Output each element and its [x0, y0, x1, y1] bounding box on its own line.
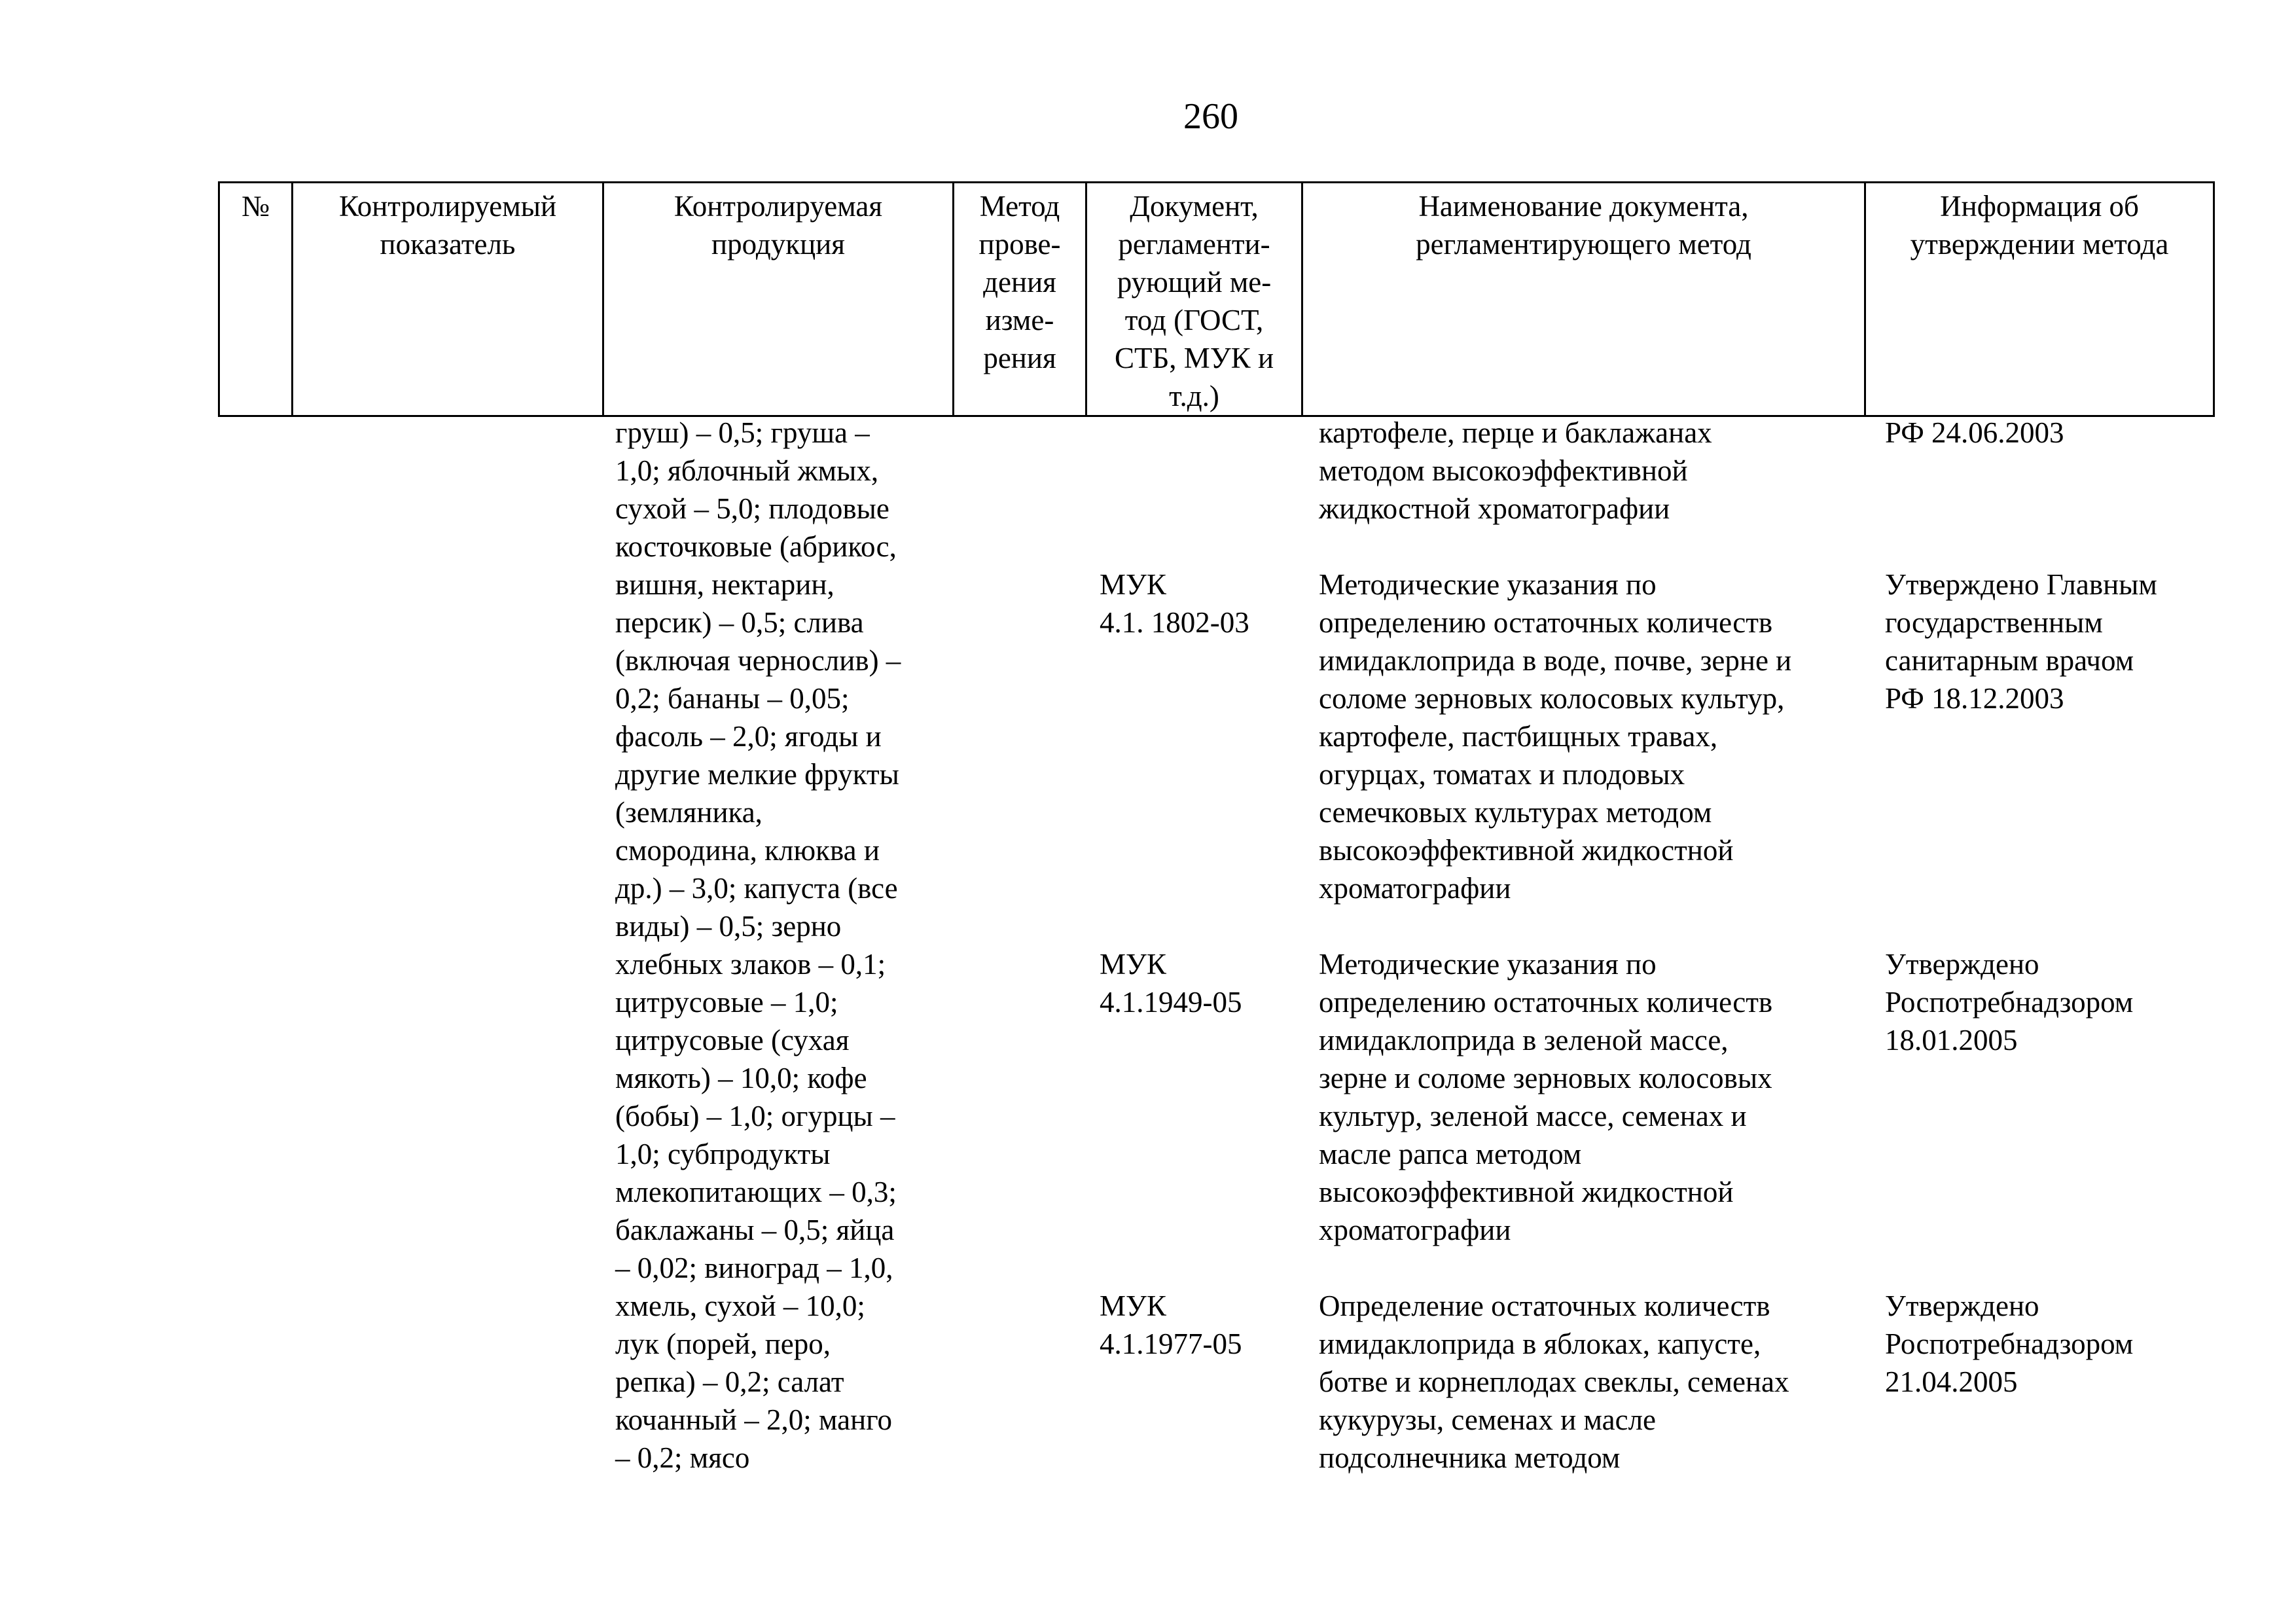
text-line: методом высокоэффективной [1319, 454, 1688, 487]
text-line: продукция [711, 228, 845, 261]
text-line: 1,0; яблочный жмых, [615, 454, 879, 487]
text-line: – 0,02; виноград – 1,0, [615, 1252, 893, 1284]
text-line: определению остаточных количеств [1319, 606, 1773, 639]
text-line: мякоть) – 10,0; кофе [615, 1062, 867, 1094]
text-line: СТБ, МУК и [1114, 342, 1274, 374]
text-line: 1,0; субпродукты [615, 1138, 831, 1170]
text-line: Методические указания по [1319, 948, 1657, 981]
text-line: Наименование документа, [1418, 190, 1749, 223]
text-line: Метод [979, 190, 1060, 223]
text-line: РФ 24.06.2003 [1885, 416, 2064, 449]
text-line: Роспотребнадзором [1885, 1327, 2134, 1360]
text-line: подсолнечника методом [1319, 1441, 1621, 1474]
text-line: кочанный – 2,0; манго [615, 1403, 893, 1436]
table-header [218, 181, 2215, 417]
text-line: другие мелкие фрукты [615, 758, 899, 791]
text-line: 0,2; бананы – 0,05; [615, 682, 850, 715]
text-line: Контролируемая [673, 190, 883, 223]
text-line: регламенти- [1118, 228, 1270, 261]
text-line: цитрусовые (сухая [615, 1024, 850, 1056]
text-line: млекопитающих – 0,3; [615, 1176, 897, 1208]
entry-name [1319, 414, 1875, 528]
header-document-name [1302, 183, 1865, 416]
text-line: РФ 18.12.2003 [1885, 682, 2064, 715]
text-line: высокоэффективной жидкостной [1319, 1176, 1734, 1208]
entry-approval [1885, 566, 2212, 717]
entry-name [1319, 945, 1875, 1249]
text-line: Утверждено Главным [1885, 568, 2157, 601]
text-line: МУК [1100, 948, 1166, 981]
text-line: фасоль – 2,0; ягоды и [615, 720, 882, 753]
text-line: имидаклоприда в яблоках, капусте, [1319, 1327, 1761, 1360]
text-line: виды) – 0,5; зерно [615, 910, 842, 943]
entry-name [1319, 1287, 1875, 1477]
products-text [615, 414, 949, 1477]
entry-approval [1885, 414, 2212, 452]
text-line: 18.01.2005 [1885, 1024, 2018, 1056]
entry-name [1319, 566, 1875, 907]
text-line: показатель [380, 228, 516, 261]
text-line: 21.04.2005 [1885, 1365, 2018, 1398]
entry-approval [1885, 1287, 2212, 1401]
text-line: баклажаны – 0,5; яйца [615, 1214, 895, 1246]
page-number: 260 [1183, 96, 1238, 137]
text-line: определению остаточных количеств [1319, 986, 1773, 1019]
text-line: – 0,2; мясо [615, 1441, 750, 1474]
text-line: прове- [978, 228, 1061, 261]
text-line: высокоэффективной жидкостной [1319, 834, 1734, 867]
entry-approval [1885, 945, 2212, 1059]
text-line: сухой – 5,0; плодовые [615, 492, 889, 525]
text-line: (бобы) – 1,0; огурцы – [615, 1100, 895, 1132]
text-line: Методические указания по [1319, 568, 1657, 601]
text-line: хлебных злаков – 0,1; [615, 948, 886, 981]
text-line: Утверждено [1885, 948, 2039, 981]
text-line: 4.1.1977-05 [1100, 1327, 1242, 1360]
text-line: косточковые (абрикос, [615, 530, 897, 563]
text-line: лук (порей, перо, [615, 1327, 831, 1360]
header-product [603, 183, 954, 416]
text-line: кукурузы, семенах и масле [1319, 1403, 1656, 1436]
entry-document [1100, 1287, 1309, 1363]
text-line: МУК [1100, 1290, 1166, 1322]
entry-document [1100, 566, 1309, 641]
header-method [954, 183, 1086, 416]
header-document [1086, 183, 1302, 416]
text-line: огурцах, томатах и плодовых [1319, 758, 1685, 791]
text-line: ботве и корнеплодах свеклы, семенах [1319, 1365, 1789, 1398]
text-line: рующий ме- [1117, 266, 1272, 298]
text-line: масле рапса методом [1319, 1138, 1582, 1170]
text-line: санитарным врачом [1885, 644, 2134, 677]
text-line: т.д.) [1169, 380, 1219, 412]
text-line: 4.1.1949-05 [1100, 986, 1242, 1019]
text-line: Информация об [1940, 190, 2139, 223]
text-line: (включая чернослив) – [615, 644, 901, 677]
text-line: Роспотребнадзором [1885, 986, 2134, 1019]
text-line: рения [983, 342, 1056, 374]
text-line: жидкостной хроматографии [1319, 492, 1670, 525]
text-line: Утверждено [1885, 1290, 2039, 1322]
text-line: (земляника, [615, 796, 762, 829]
text-line: зерне и соломе зерновых колосовых [1319, 1062, 1772, 1094]
text-line: имидаклоприда в зеленой массе, [1319, 1024, 1729, 1056]
text-line: хроматографии [1319, 872, 1511, 905]
text-line: соломе зерновых колосовых культур, [1319, 682, 1785, 715]
text-line: картофеле, перце и баклажанах [1319, 416, 1712, 449]
text-line: вишня, нектарин, [615, 568, 834, 601]
text-line: имидаклоприда в воде, почве, зерне и [1319, 644, 1792, 677]
text-line: дения [983, 266, 1056, 298]
text-line: МУК [1100, 568, 1166, 601]
text-line: цитрусовые – 1,0; [615, 986, 838, 1019]
text-line: репка) – 0,2; салат [615, 1365, 844, 1398]
text-line: груш) – 0,5; груша – [615, 416, 870, 449]
text-line: культур, зеленой массе, семенах и [1319, 1100, 1747, 1132]
text-line: хроматографии [1319, 1214, 1511, 1246]
text-line: утверждении метода [1910, 228, 2169, 261]
text-line: изме- [985, 304, 1054, 336]
text-line: регламентирующего метод [1416, 228, 1751, 261]
text-line: персик) – 0,5; слива [615, 606, 864, 639]
text-line: семечковых культурах методом [1319, 796, 1712, 829]
text-line: Документ, [1130, 190, 1259, 223]
header-approval [1865, 183, 2214, 416]
text-line: Определение остаточных количеств [1319, 1290, 1770, 1322]
text-line: картофеле, пастбищных травах, [1319, 720, 1718, 753]
text-line: 4.1. 1802-03 [1100, 606, 1249, 639]
text-line: хмель, сухой – 10,0; [615, 1290, 865, 1322]
entry-document [1100, 945, 1309, 1021]
text-line: смородина, клюква и [615, 834, 880, 867]
header-number: № [219, 183, 293, 416]
header-indicator [293, 183, 603, 416]
text-line: государственным [1885, 606, 2103, 639]
text-line: др.) – 3,0; капуста (все [615, 872, 898, 905]
text-line: Контролируемый [338, 190, 557, 223]
text-line: тод (ГОСТ, [1124, 304, 1264, 336]
